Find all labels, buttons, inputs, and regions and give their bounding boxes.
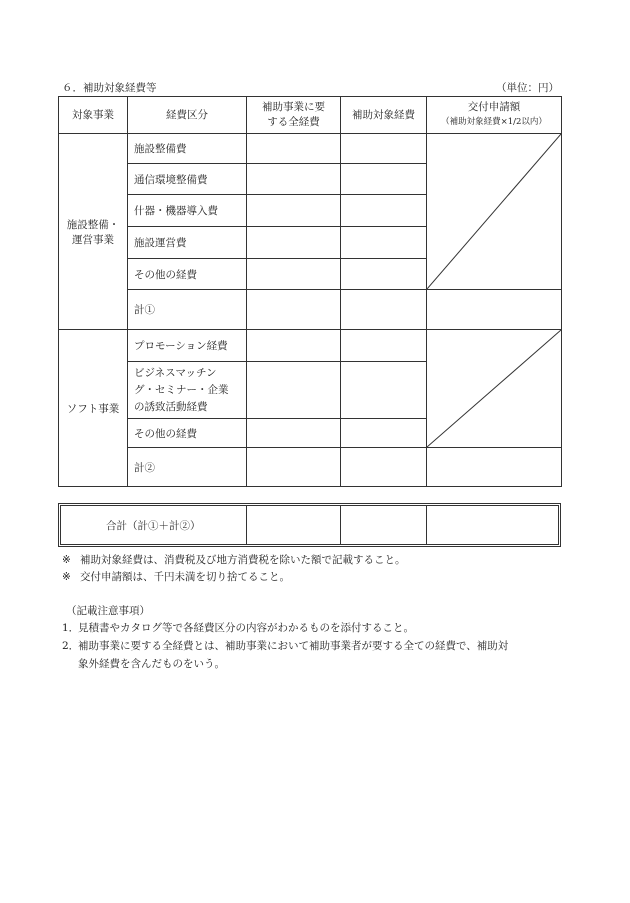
table-row [59,330,562,362]
expense-item: 通信環境整備費 [128,164,247,195]
header-eligible-expense: 補助対象経費 [341,97,427,134]
subtotal-total-cell[interactable] [247,290,341,330]
subtotal-application-cell[interactable] [427,290,562,330]
total-expense-cell[interactable] [247,227,341,259]
eligible-expense-cell[interactable] [341,195,427,227]
expense-item: 施設整備費 [128,134,247,164]
grand-total-label: 合計（計①＋計②） [106,519,201,532]
instruction-number: 1． [62,622,80,634]
expense-item: 施設運営費 [128,227,247,259]
header-expense-category: 経費区分 [128,97,247,134]
total-expense-cell[interactable] [247,259,341,290]
eligible-expense-cell[interactable] [341,419,427,448]
eligible-expense-cell[interactable] [341,134,427,164]
note-item [62,553,406,567]
note-text: 交付申請額は、千円未満を切り捨てること。 [80,571,290,583]
expense-item: その他の経費 [128,419,247,448]
group1-name-line2: 運営事業 [72,233,114,246]
instruction-item [62,657,225,671]
note-mark: ※ [62,554,71,566]
eligible-expense-cell[interactable] [341,362,427,419]
eligible-expense-cell[interactable] [341,259,427,290]
header-total-expense-line2: する全経費 [267,116,320,128]
header-application-amount [427,97,562,134]
expense-item: その他の経費 [128,259,247,290]
instruction-text: 象外経費を含んだものをいう。 [78,658,225,670]
group2-diagonal-line [427,330,561,447]
grand-total-all-cell[interactable] [246,506,340,544]
header-total-expense [247,97,341,134]
instruction-item [62,639,508,653]
group1-diagonal-cell [427,134,562,290]
instruction-text: 補助事業に要する全経費とは、補助事業において補助事業者が要する全ての経費で、補助対 [78,640,509,652]
subtotal-row [59,290,562,330]
note-mark: ※ [62,571,71,583]
instruction-item [62,621,414,635]
grand-total-eligible-cell[interactable] [340,506,426,544]
table-header-row [59,97,562,134]
total-expense-cell[interactable] [247,164,341,195]
header-application-amount-line1: 交付申請額 [467,101,521,113]
note-text: 補助対象経費は、消費税及び地方消費税を除いた額で記載すること。 [80,554,406,566]
header-total-expense-line1: 補助事業に要 [262,101,325,113]
subtotal-row [59,448,562,487]
group1-diagonal-line [427,134,561,289]
header-target-project: 対象事業 [59,97,128,134]
subtotal-eligible-cell[interactable] [341,448,427,487]
grand-total-row [61,506,558,544]
expense-item-line: の誘致活動経費 [134,400,208,413]
expense-table [58,96,562,487]
grand-total-application-cell[interactable] [426,506,558,544]
subtotal-label: 計① [128,290,247,330]
total-expense-cell[interactable] [247,330,341,362]
section-heading: ６．補助対象経費等 [62,82,157,94]
unit-label: （単位：円） [496,82,559,94]
total-expense-cell[interactable] [247,362,341,419]
eligible-expense-cell[interactable] [341,164,427,195]
expense-item-line: グ・セミナー・企業 [134,383,229,396]
subtotal-label: 計② [128,448,247,487]
instructions-title: （記載注意事項） [66,605,150,617]
group1-name-line1: 施設整備・ [66,218,120,231]
total-expense-cell[interactable] [247,195,341,227]
expense-item: プロモーション経費 [128,330,247,362]
group2-name: ソフト事業 [59,330,128,487]
header-application-amount-line2: （補助対象経費×1/2以内） [441,117,547,127]
group2-diagonal-cell [427,330,562,448]
subtotal-eligible-cell[interactable] [341,290,427,330]
total-expense-cell[interactable] [247,419,341,448]
instruction-text: 見積書やカタログ等で各経費区分の内容がわかるものを添付すること。 [78,622,414,634]
expense-item-line: ビジネスマッチン [134,366,217,379]
eligible-expense-cell[interactable] [341,227,427,259]
note-item [62,570,290,584]
expense-item: 什器・機器導入費 [128,195,247,227]
eligible-expense-cell[interactable] [341,330,427,362]
subtotal-application-cell[interactable] [427,448,562,487]
expense-item-multiline [128,362,247,419]
subtotal-total-cell[interactable] [247,448,341,487]
table-row [59,134,562,164]
grand-total-table [61,506,558,544]
total-expense-cell[interactable] [247,134,341,164]
group1-name [59,134,128,330]
grand-total-box [58,503,561,547]
instruction-number: 2． [62,640,80,652]
